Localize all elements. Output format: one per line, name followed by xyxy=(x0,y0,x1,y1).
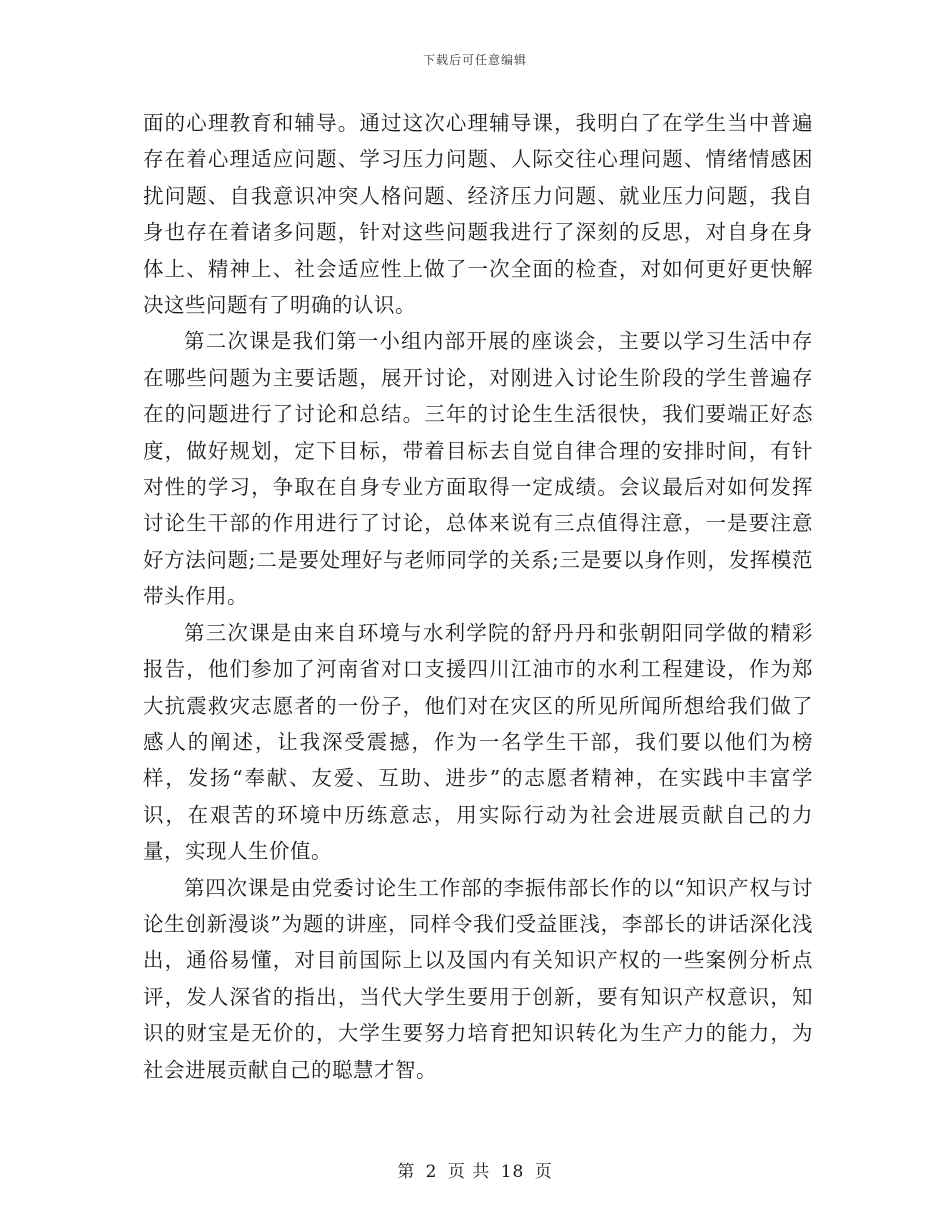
page-label-prefix: 第 xyxy=(397,1162,416,1182)
page-footer xyxy=(0,1157,950,1182)
page-total-number: 18 xyxy=(500,1162,525,1182)
document-body xyxy=(143,105,813,1088)
paragraph-3: 第三次课是由来自环境与水利学院的舒丹丹和张朝阳同学做的精彩报告，他们参加了河南省对口支援四川江油市的水利工程建设，作为郑大抗震救灾志愿者的一份子，他们对在灾区的所见所闻所想给我们做了感人的阐述，让我深受震撼，作为一名学生干部，我们要以他们为榜样，发扬“奉献、友爱、互助、进步”的志愿者精神，在实践中丰富学识，在艰苦的环境中历练意志，用实际行动为社会进展贡献自己的力量，实现人生价值。 xyxy=(143,620,813,864)
paragraph-1: 面的心理教育和辅导。通过这次心理辅导课，我明白了在学生当中普遍存在着心理适应问题、学习压力问题、人际交往心理问题、情绪情感困扰问题、自我意识冲突人格问题、经济压力问题、就业压力问题，我自身也存在着诸多问题，针对这些问题我进行了深刻的反思，对自身在身体上、精神上、社会适应性上做了一次全面的检查，对如何更好更快解决这些问题有了明确的认识。 xyxy=(143,111,813,318)
paragraph-4: 第四次课是由党委讨论生工作部的李振伟部长作的以“知识产权与讨论生创新漫谈”为题的讲座，同样令我们受益匪浅，李部长的讲话深化浅出，通俗易懂，对目前国际上以及国内有关知识产权的一些案例分析点评，发人深省的指出，当代大学生要用于创新，要有知识产权意识，知识的财宝是无价的，大学生要努力培育把知识转化为生产力的能力，为社会进展贡献自己的聪慧才智。 xyxy=(143,875,813,1082)
paragraph-2: 第二次课是我们第一小组内部开展的座谈会，主要以学习生活中存在哪些问题为主要话题，展开讨论，对刚进入讨论生阶段的学生普遍存在的问题进行了讨论和总结。三年的讨论生生活很快，我们要端正好态度，做好规划，定下目标，带着目标去自觉自律合理的安排时间，有针对性的学习，争取在自身专业方面取得一定成绩。会议最后对如何发挥讨论生干部的作用进行了讨论，总体来说有三点值得注意，一是要注意好方法问题;二是要处理好与老师同学的关系;三是要以身作则，发挥模范带头作用。 xyxy=(143,329,813,609)
page-label-suffix: 页 xyxy=(534,1162,553,1182)
page-header-note: 下载后可任意编辑 xyxy=(422,53,527,67)
page-label-mid: 页 共 xyxy=(447,1162,491,1182)
page-current-number: 2 xyxy=(425,1162,438,1182)
